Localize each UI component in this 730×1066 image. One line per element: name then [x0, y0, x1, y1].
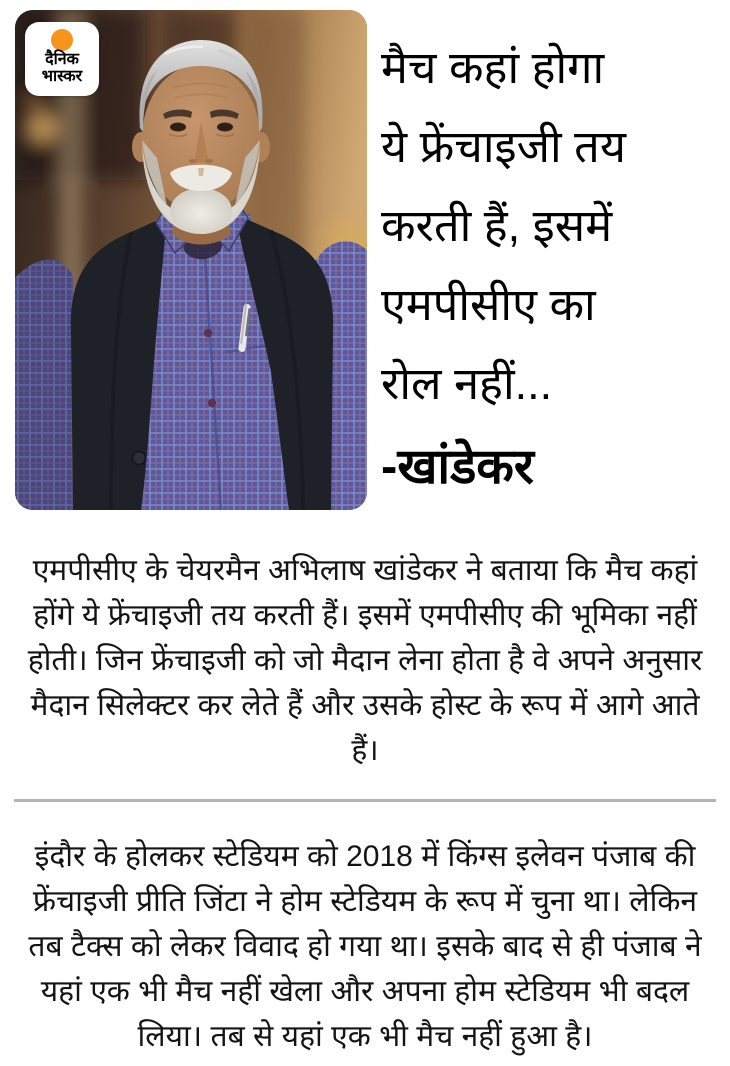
headline-line: मैच कहां होगा — [381, 42, 605, 93]
logo-text-line1: दैनिक — [45, 51, 79, 68]
headline-line: ये फ्रेंचाइजी तय — [381, 121, 626, 172]
paragraph-context: इंदौर के होलकर स्टेडियम को 2018 में किंग्स इलेवन पंजाब की फ्रेंचाइजी प्रीति जिंटा ने होम स्टेडियम के रूप में चुना था। लेकिन तब टैक्स को लेकर विवाद हो गया था। इसके बाद से ही पंजाब ने यहां एक भी मैच नहीं खेला और अपना होम स्टेडियम भी बदल लिया। तब से यहां एक भी मैच नहीं हुआ है। — [28, 840, 702, 1053]
header-section — [0, 0, 730, 510]
headline-line: रोल नहीं... — [381, 358, 553, 409]
portrait-photo — [15, 10, 367, 510]
section-divider — [14, 799, 716, 802]
logo-sun-icon — [51, 29, 73, 51]
headline — [381, 28, 730, 510]
dainik-bhaskar-logo — [25, 22, 99, 96]
logo-text-line2: भास्कर — [41, 68, 83, 85]
paragraph-quote: एमपीसीए के चेयरमैन अभिलाष खांडेकर ने बताया कि मैच कहां होंगे ये फ्रेंचाइजी तय करती हैं। इसमें एमपीसीए की भूमिका नहीं होती। जिन फ्रेंचाइजी को जो मैदान लेना होता है वे अपने अनुसार मैदान सिलेक्टर कर लेते हैं और उसके होस्ट के रूप में आगे आते हैं। — [27, 554, 703, 767]
headline-line: एमपीसीए का — [381, 279, 596, 330]
headline-line: करती हैं, इसमें — [381, 200, 613, 251]
headline-attribution: -खांडेकर — [381, 440, 534, 494]
